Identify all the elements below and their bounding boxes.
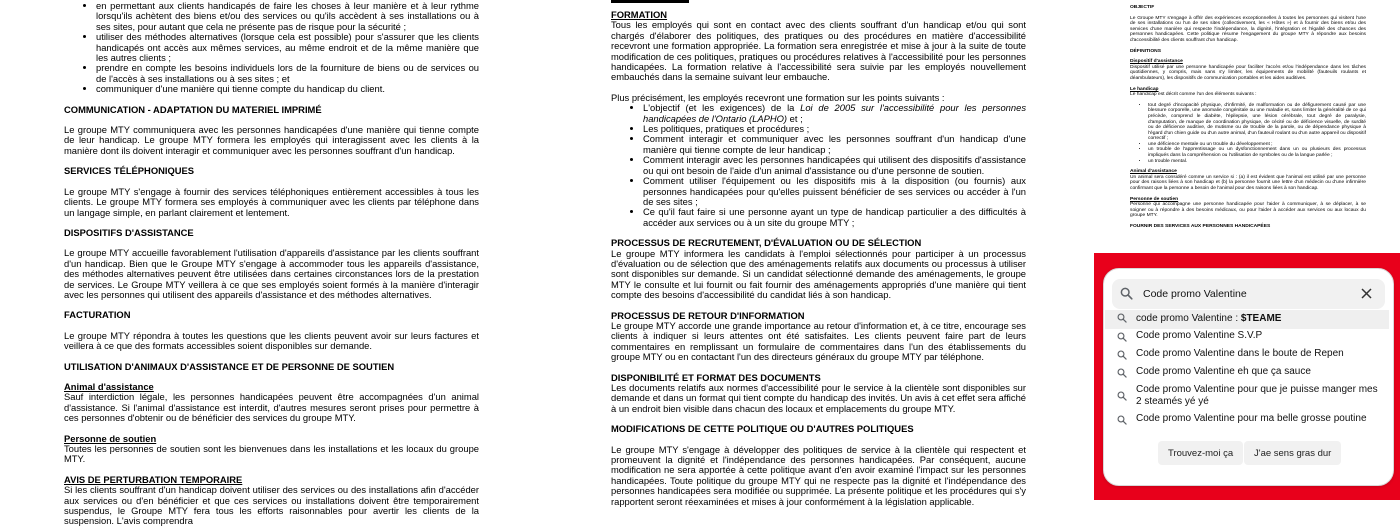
list-item: • tout degré d'incapacité physique, d'infirmité, de malformation ou de défigurement causé par une blessure corporelle, une anomalie congénitale ou une maladie et, sans limiter la généralité de ce qui précède, comprend le diabète, l'épilepsie, une lésion cérébrale, tout degré de paralysie, d'amputation, de manque de coordination physique, de cécité ou de déficience visuelle, de surdité ou de déficience auditive, de mutisme ou de trouble de la parole, ou de dépendance physique à l'égard d'un chien guide ou d'un autre animal, d'un fauteuil roulant ou d'un autre appareil ou dispositif correctif ; bbox=[1148, 103, 1366, 142]
list-item: • utiliser des méthodes alternatives (lorsque cela est possible) pour s'assurer que les clients handicapés ont accès aux mêmes services, au même endroit et de la même manière que les autres clients ; bbox=[96, 32, 479, 63]
paragraph: Tous les employés qui sont en contact avec des clients souffrant d'un handicap et/ou qui sont chargés d'élaborer des politiques, des pratiques ou des procédures en matière d'accessibilité recevront une formation appropriée. La formation sera enregistrée et mise à jour à la suite de toute modification de ces politiques, pratiques ou procédures relatives à l'accessibilité pour les personnes handicapées. La formation relative à l'accessibilité sera suivie par les employés nouvellement embauchés dans la semaine suivant leur embauche. bbox=[611, 19, 1026, 83]
subheading: Dispositif d'assistance bbox=[1130, 59, 1183, 65]
list-item: • Comment interagir et communiquer avec les personnes souffrant d'un handicap d'une manière qui tienne compte de leur handicap ; bbox=[643, 134, 1026, 155]
section-heading: FOURNIR DES SERVICES AUX PERSONNES HANDICAPÉES bbox=[1130, 224, 1271, 229]
list-item: • Comment interagir avec les personnes handicapées qui utilisent des dispositifs d'assistance ou qui ont besoin de l'aide d'un animal d'assistance ou d'une personne de soutien. bbox=[643, 155, 1026, 176]
document-column-middle bbox=[611, 0, 1027, 507]
paragraph: Plus précisément, les employés recevront une formation sur les points suivants : bbox=[611, 91, 945, 103]
law-title: Loi de 2005 sur l'accessibilité pour les personnes handicapées de l'Ontario (LAPHO) bbox=[643, 102, 1027, 124]
paragraph: Le groupe MTY communiquera avec les personnes handicapées d'une manière qui tienne compte de leur handicap. Le groupe MTY formera les employés qui interagissent avec les clients à la manière dont ils doivent interagir et communiquer avec les personnes souffrant d'un handicap. bbox=[64, 124, 479, 156]
paragraph: Le handicap est décrit comme l'un des éléments suivants : bbox=[1130, 92, 1257, 98]
accommodation-list bbox=[64, 1, 479, 95]
document-column-right bbox=[1130, 0, 1366, 250]
search-input[interactable] bbox=[1143, 286, 1343, 302]
paragraph: Toutes les personnes de soutien sont les bienvenues dans les installations et les locaux du groupe MTY. bbox=[64, 443, 479, 465]
subheading: AVIS DE PERTURBATION TEMPORAIRE bbox=[64, 473, 243, 485]
suggestion-item[interactable]: code promo Valentine : $TEAME bbox=[1105, 310, 1389, 329]
paragraph: Le groupe MTY accueille favorablement l'utilisation d'appareils d'assistance par les clients souffrant d'un handicap. Bien que le Groupe MTY s'engage à accommoder tous les appareils d'assistance, des méthodes alternatives peuvent être utilisées dans certaines circonstances lors de la prestation de services. Le Groupe MTY veillera à ce que ses employés soient formés à la manière d'interagir avec les personnes qui utilisent des appareils d'assistance et des méthodes alternatives. bbox=[64, 247, 479, 300]
list-item: • un trouble de l'apprentissage ou un dysfonctionnement dans un ou plusieurs des processus impliqués dans la compréhension ou l'utilisation de symboles ou de la langue parlée ; bbox=[1148, 147, 1366, 158]
paragraph: Un animal sera considéré comme un service si : (a) il est évident que l'animal est utilisé par une personne pour des raisons liées à son handicap et (b) la personne fournit une lettre d'un médecin ou d'une infirmière confirmant que la personne a besoin de l'animal pour des raisons liées à son handicap. bbox=[1130, 174, 1366, 192]
subheading: Animal d'assistance bbox=[1130, 169, 1177, 175]
header-rule bbox=[611, 0, 689, 3]
list-item: • un trouble mental. bbox=[1148, 159, 1366, 165]
list-item: • Comment utiliser l'équipement ou les dispositifs mis à la disposition (ou fournis) aux personnes handicapées pour qu'elles puissent bénéficier de ses services ou accéder à l'un de ses sites ; bbox=[643, 176, 1026, 207]
search-icon bbox=[1117, 350, 1127, 364]
paragraph: Sauf interdiction légale, les personnes handicapées peuvent être accompagnées d'un animal d'assistance. Si l'animal d'assistance est interdit, d'autres mesures seront prises pour permettre à ces personnes d'obtenir ou de bénéficier des services du groupe MTY. bbox=[64, 391, 479, 424]
handicap-list bbox=[1130, 103, 1366, 165]
list-item: • Les politiques, pratiques et procédures ; bbox=[643, 124, 1026, 134]
paragraph: Le groupe MTY accorde une grande importance au retour d'information et, à ce titre, encourage ses clients à indiquer si leurs attentes ont été satisfaites. Les clients peuvent faire part de leurs commentaires en remplissant un formulaire de commentaires dans l'un des établissements du groupe MTY ou en contactant l'un des directeurs généraux du groupe MTY par téléphone. bbox=[611, 319, 1026, 363]
list-item: • Ce qu'il faut faire si une personne ayant un type de handicap particulier a des difficultés à accéder aux services ou à un site du groupe MTY ; bbox=[643, 207, 1026, 228]
section-heading: DISPOSITIFS D'ASSISTANCE bbox=[64, 226, 194, 238]
suggestion-item[interactable]: Code promo Valentine S.V.P bbox=[1105, 329, 1389, 347]
list-item: • L'objectif (et les exigences) de la Loi de 2005 sur l'accessibilité pour les personnes handicapées de l'Ontario (LAPHO) et ; bbox=[643, 103, 1026, 124]
search-autocomplete-card bbox=[1103, 268, 1394, 486]
list-item: • en permettant aux clients handicapés de faire les choses à leur manière et à leur rythme lorsqu'ils achètent des biens et/ou des services ou qu'ils accèdent à ses installations ou à ses sites, pour autant que cela ne présente pas de risque pour la sécurité ; bbox=[96, 1, 479, 32]
section-heading: FACTURATION bbox=[64, 309, 131, 321]
section-heading: MODIFICATIONS DE CETTE POLITIQUE OU D'AUTRES POLITIQUES bbox=[611, 423, 914, 435]
section-heading: COMMUNICATION - ADAPTATION DU MATERIEL IMPRIMÉ bbox=[64, 103, 322, 115]
suggestion-item[interactable]: Code promo Valentine eh que ça sauce bbox=[1105, 365, 1389, 383]
close-icon[interactable] bbox=[1360, 287, 1373, 305]
paragraph: Le groupe MTY répondra à toutes les questions que les clients peuvent avoir sur leurs factures et veillera à ce que des formats accessibles soient disponibles sur demande. bbox=[64, 329, 479, 352]
search-icon bbox=[1117, 313, 1127, 327]
paragraph: Personne qui accompagne une personne handicapée pour l'aider à communiquer, à se déplacer, à se soigner ou à répondre à des besoins médicaux, ou pour l'aider à accéder aux services ou aux locaux du groupe MTY. bbox=[1130, 202, 1366, 219]
section-heading: UTILISATION D'ANIMAUX D'ASSISTANCE ET DE PERSONNE DE SOUTIEN bbox=[64, 360, 395, 372]
training-list bbox=[611, 103, 1026, 228]
section-heading: DÉFINITIONS bbox=[1130, 48, 1161, 54]
paragraph: Dispositif utilisé par une personne handicapée pour faciliter l'accès et/ou l'indépendance dans les tâches quotidiennes, y compris, mais sans s'y limiter, les équipements de mobilité (fauteuils roulants et déambulateurs), les dispositifs de communication portables et les aides auditives. bbox=[1130, 64, 1366, 81]
fun-button[interactable]: J'ae sens gras dur bbox=[1244, 441, 1341, 465]
section-heading: PROCESSUS DE RETOUR D'INFORMATION bbox=[611, 309, 805, 321]
section-heading: OBJECTIF bbox=[1130, 5, 1155, 10]
list-item: • une déficience mentale ou un trouble du développement ; bbox=[1148, 142, 1366, 148]
subheading: Personne de soutien bbox=[64, 432, 157, 444]
subheading: Animal d'assistance bbox=[64, 380, 154, 392]
paragraph: Les documents relatifs aux normes d'accessibilité pour le service à la clientèle sont disponibles sur demande et dans un format qui tient compte du handicap des invités. Un avis à cet effet sera affiché à un endroit bien visible dans chacun des locaux et emplacements du groupe MTY. bbox=[611, 382, 1027, 414]
section-heading: DISPONIBILITÉ ET FORMAT DES DOCUMENTS bbox=[611, 371, 821, 383]
suggestion-item[interactable]: Code promo Valentine dans le boute de Repen bbox=[1105, 347, 1389, 365]
suggestion-item[interactable]: Code promo Valentine pour que je puisse manger mes 2 steamés yé yé bbox=[1105, 383, 1389, 409]
paragraph: Le groupe MTY s'engage à développer des politiques de service à la clientèle qui respectent et promeuvent la dignité et l'indépendance des personnes handicapées. Par conséquent, aucune modification ne sera apportée à cette politique avant d'en avoir examiné l'impact sur les personnes handicapées. Toute politique du groupe MTY qui ne respecte pas la dignité et l'indépendance des personnes handicapées sera modifiée ou supprimée. La présente politique et les procédures qui s'y rapportent seront réexaminées et mises à jour conformément à la législation applicable. bbox=[611, 443, 1026, 507]
search-box[interactable] bbox=[1112, 279, 1385, 309]
paragraph: Le Groupe MTY s'engage à offrir des expériences exceptionnelles à toutes les personnes qui visitent l'une de ses installations ou l'un de ses sites (collectivement, les « Hôtes ») et à fournir des biens et/ou des services d'une manière qui respecte l'indépendance, la dignité, l'intégration et l'égalité des chances des personnes handicapées. Cette politique résume l'engagement du groupe MTY à répondre aux besoins d'accessibilité des clients souffrant d'un handicap. bbox=[1130, 15, 1366, 43]
search-icon bbox=[1117, 391, 1127, 405]
section-heading: SERVICES TÉLÉPHONIQUES bbox=[64, 165, 195, 177]
search-icon bbox=[1117, 415, 1127, 429]
paragraph: Si les clients souffrant d'un handicap doivent utiliser des services ou des installations afin d'accéder aux services ou d'en bénéficier et que ces services ou installations doivent être temporairement suspendus, le Groupe MTY fera tous les efforts raisonnables pour avertir les clients de la suspension. L'avis comprendra bbox=[64, 484, 479, 527]
search-icon bbox=[1117, 368, 1127, 382]
suggestion-item[interactable]: Code promo Valentine pour ma belle grosse poutine bbox=[1105, 412, 1389, 430]
lucky-button[interactable]: Trouvez-moi ça bbox=[1158, 441, 1243, 465]
list-item: • communiquer d'une manière qui tienne compte du handicap du client. bbox=[96, 84, 479, 94]
section-heading: FORMATION bbox=[611, 9, 668, 20]
list-item: • prendre en compte les besoins individuels lors de la fourniture de biens ou de services ou de l'accès à ses installations ou à ses sites ; et bbox=[96, 63, 479, 84]
search-icon bbox=[1120, 287, 1133, 305]
search-icon bbox=[1117, 332, 1127, 346]
subheading: Personne de soutien bbox=[1130, 196, 1179, 202]
paragraph: Le groupe MTY s'engage à fournir des services téléphoniques entièrement accessibles à tous les clients. Le groupe MTY formera ses employés à communiquer avec les clients par téléphone dans un langage simple, en parlant clairement et lentement. bbox=[64, 185, 479, 218]
document-column-left bbox=[64, 0, 479, 527]
subheading: Le handicap bbox=[1130, 86, 1159, 92]
section-heading: PROCESSUS DE RECRUTEMENT, D'ÉVALUATION OU DE SÉLECTION bbox=[611, 237, 922, 249]
paragraph: Le groupe MTY informera les candidats à l'emploi sélectionnés pour participer à un processus d'évaluation ou de sélection que des aménagements relatifs aux documents ou processus à utiliser sont disponibles sur demande. Si un candidat sélectionné demande des aménagements, le groupe MTY le consulte et lui fournit ou fait fournir des aménagements appropriés d'une manière qui tient compte des besoins d'accessibilité du candidat liés à son handicap. bbox=[611, 247, 1026, 301]
